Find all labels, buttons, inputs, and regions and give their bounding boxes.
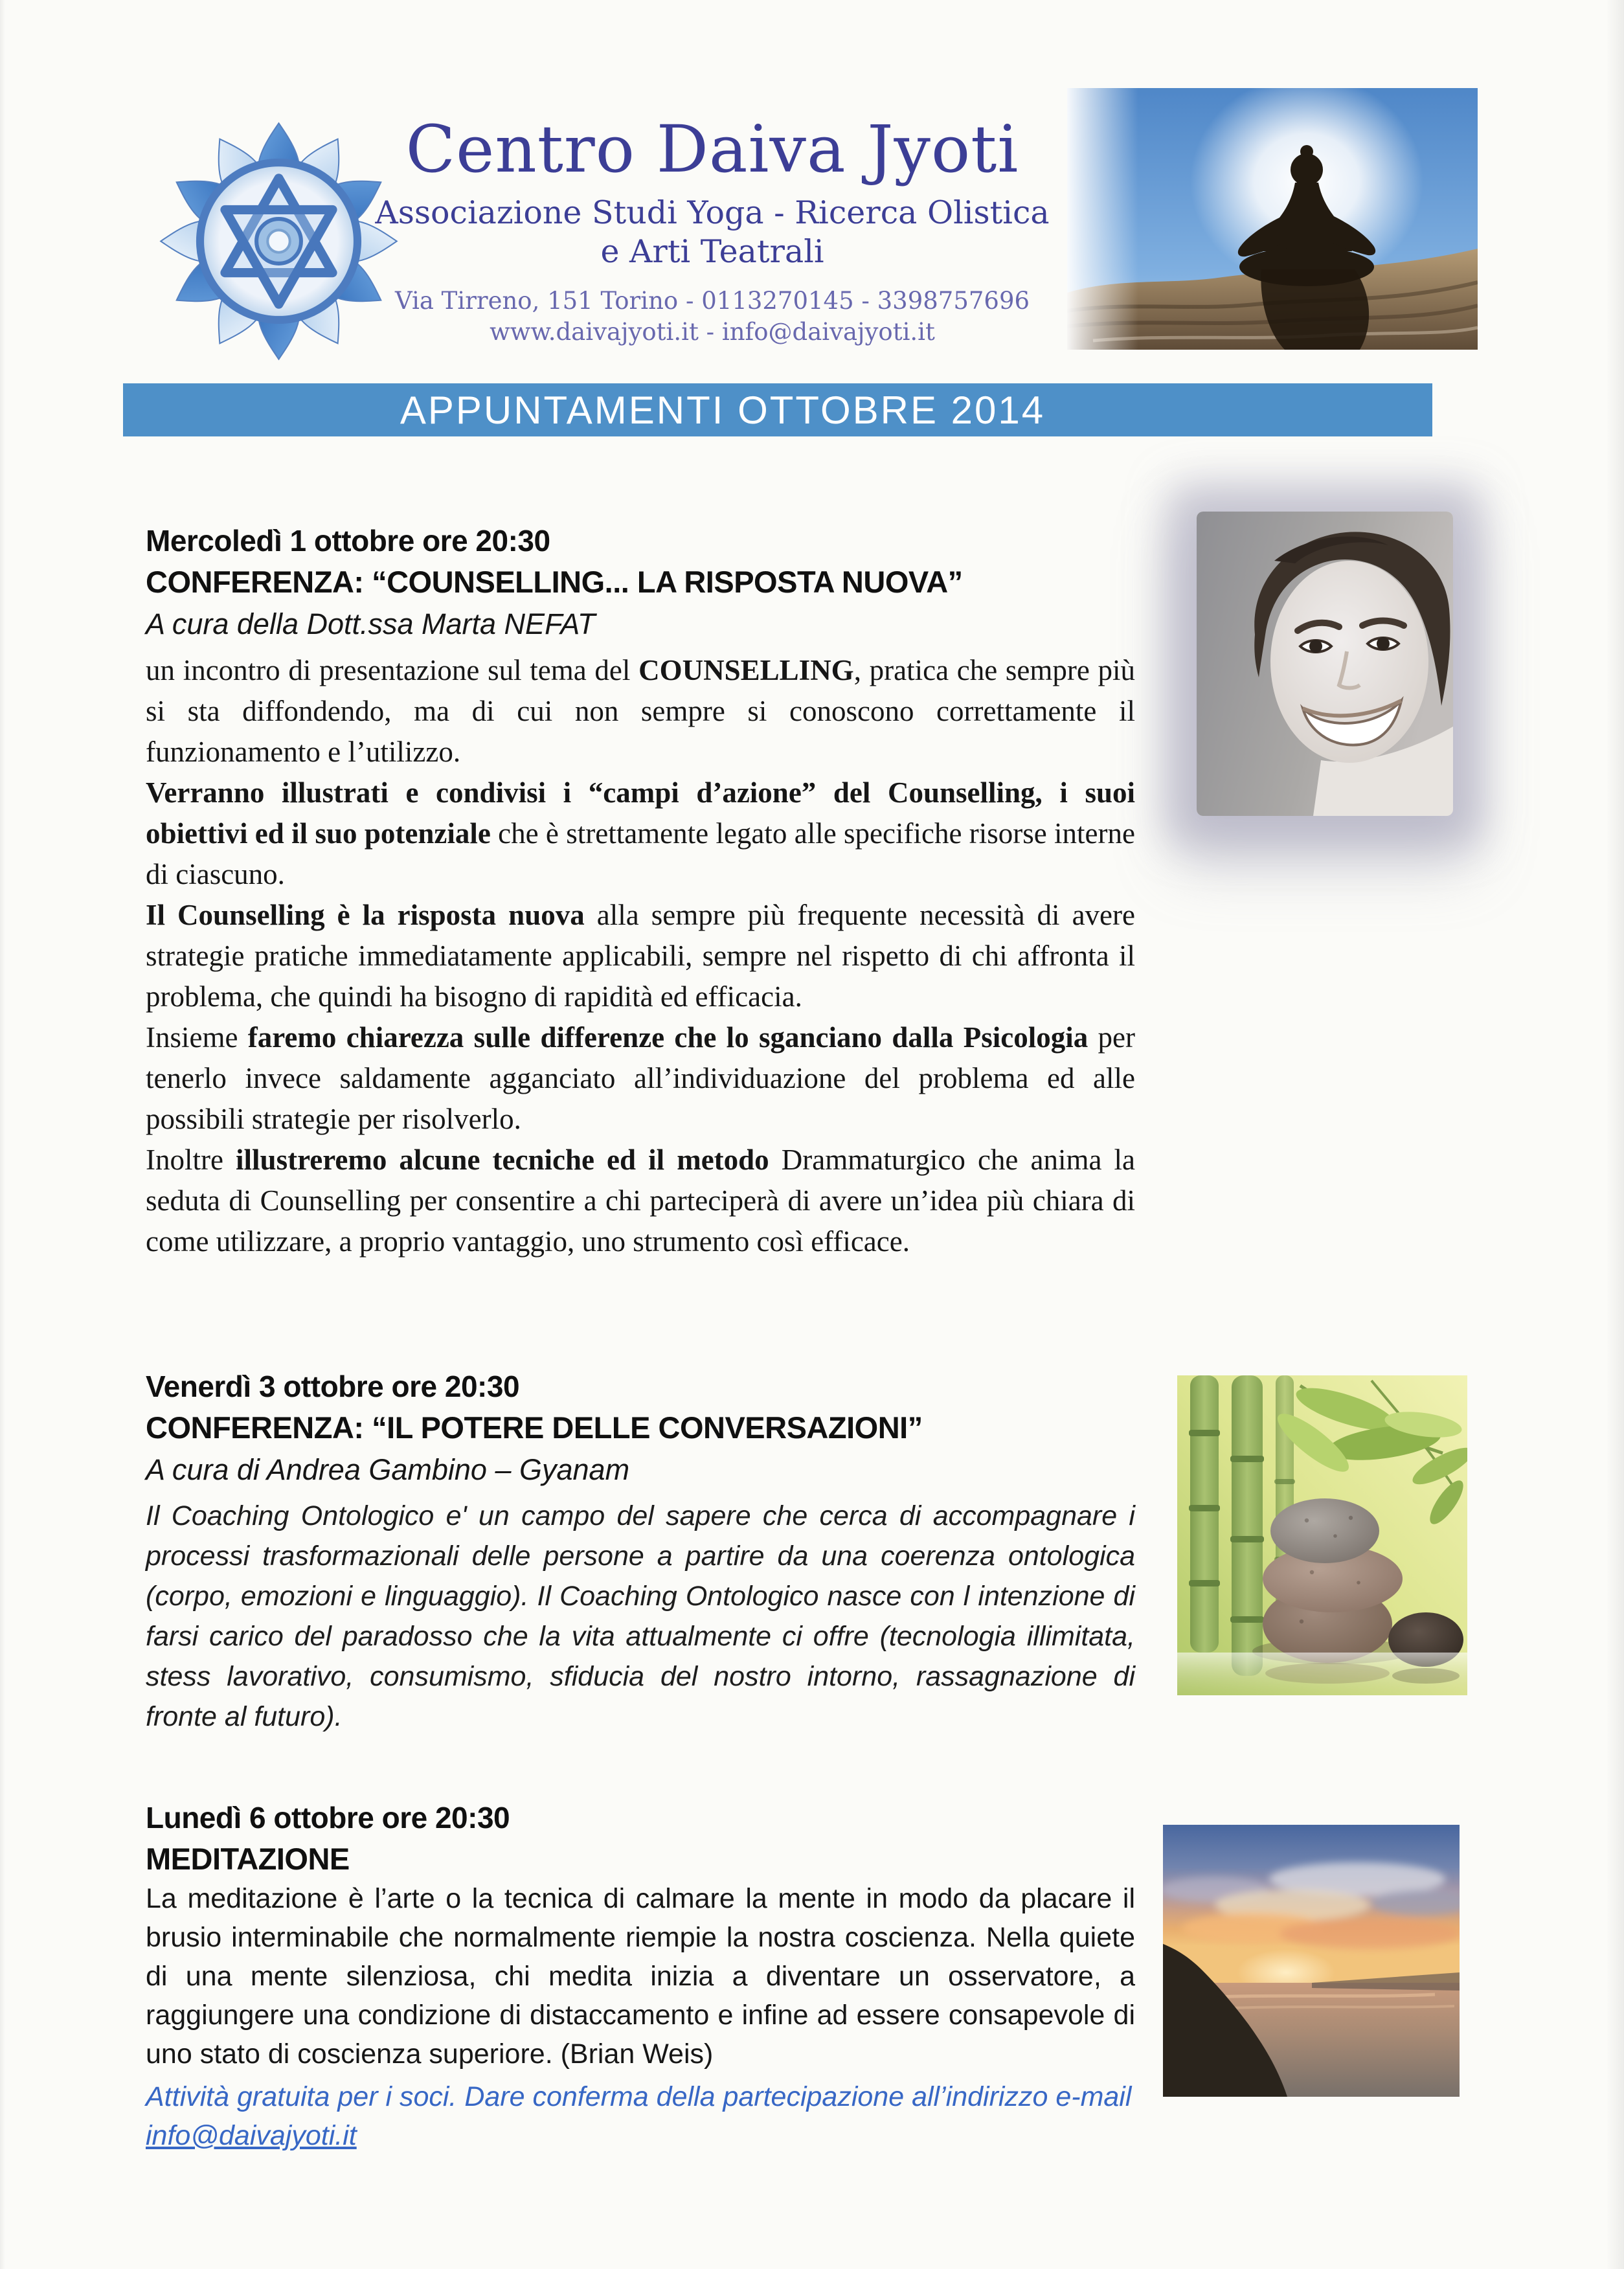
event-curator: A cura di Andrea Gambino – Gyanam xyxy=(146,1453,630,1486)
text-run: un incontro di presentazione sul tema del xyxy=(146,654,639,686)
portrait-photo xyxy=(1197,512,1453,816)
text-run: Il Counselling è la risposta nuova xyxy=(146,899,597,931)
text-run: La meditazione è l’arte o la tecnica di calmare la mente in modo da placare il brusio interminabile che normalmente riempie la nostra coscienza. Nella quiete di una mente silenziosa, chi medita inizia a diventare un osservatore, a raggiungere una condizione di distaccamento e infine ad essere consapevole di uno stato di coscienza superiore. (Brian Weis) xyxy=(146,1883,1135,2070)
text-run: Il Coaching Ontologico e' un campo del sapere che cerca di accompagnare i processi trasformazionali delle persone a partire da una coerenza ontologica (corpo, emozioni e linguaggio). Il Coaching Ontologico nasce con l intenzione di farsi carico del paradosso che la vita attualmente ci offre (tecnologia illimitata, stess lavorativo, consumismo, sfiducia del nostro intorno, rassagnazione di fronte al futuro). xyxy=(146,1500,1135,1732)
meditation-silhouette-photo xyxy=(1067,88,1478,350)
scan-edge-right xyxy=(1606,0,1624,2269)
text-run: Attività gratuita per i soci. Dare conferma della partecipazione all’indirizzo e-mail xyxy=(146,2081,1132,2112)
text-run: illustreremo alcune tecniche ed il metodo xyxy=(236,1144,782,1176)
banner-appointments xyxy=(123,383,1432,436)
text-run: COUNSELLING xyxy=(638,654,854,686)
paragraph xyxy=(146,895,1135,1017)
email-link[interactable]: info@daivajyoti.it xyxy=(146,2120,357,2151)
event-description xyxy=(146,1879,1135,2073)
paragraph xyxy=(146,1496,1135,1737)
paragraph xyxy=(146,1879,1135,2073)
text-run: Verranno illustrati e condivisi i “campi d’azione” del Counselling, i suoi obiettivi ed il suo potenziale xyxy=(146,776,1135,850)
paragraph xyxy=(146,773,1135,895)
text-run: Inoltre xyxy=(146,1144,236,1176)
text-run: per tenerlo invece saldamente agganciato all’individuazione del problema ed alle possibili strategie per risolverlo. xyxy=(146,1021,1136,1135)
event-curator: A cura della Dott.ssa Marta NEFAT xyxy=(146,607,596,640)
org-contacts: www.daivajyoti.it - info@daivajyoti.it xyxy=(490,318,935,346)
org-subtitle: Associazione Studi Yoga - Ricerca Olistica xyxy=(375,194,1050,231)
event-description xyxy=(146,1496,1135,1737)
zen-stones-bamboo-photo xyxy=(1177,1375,1467,1695)
sunset-sea-photo xyxy=(1163,1825,1460,2097)
paragraph xyxy=(146,1017,1135,1140)
text-run: che è strettamente legato alle specifiche risorse interne di ciascuno. xyxy=(146,817,1135,890)
event-title: CONFERENZA: “IL POTERE DELLE CONVERSAZIONI” xyxy=(146,1410,923,1445)
event-description xyxy=(146,650,1135,1262)
text-run: faremo chiarezza sulle differenze che lo sganciano dalla Psicologia xyxy=(247,1021,1098,1054)
paragraph xyxy=(146,650,1135,773)
event-date: Venerdì 3 ottobre ore 20:30 xyxy=(146,1370,520,1403)
scan-edge-left xyxy=(0,0,5,2269)
org-title: Centro Daiva Jyoti xyxy=(405,111,1019,187)
banner-label: APPUNTAMENTI OTTOBRE 2014 xyxy=(400,389,1046,432)
header xyxy=(363,111,1062,347)
event-title: MEDITAZIONE xyxy=(146,1842,350,1876)
text-run: alla sempre più frequente necessità di avere strategie pratiche immediatamente applicabili, sempre nel rispetto di chi affronta il problema, che quindi ha bisogno di rapidità ed efficacia. xyxy=(146,899,1135,1013)
paragraph xyxy=(146,1140,1135,1262)
section-conference-counselling xyxy=(146,522,1135,1262)
org-subtitle-2: e Arti Teatrali xyxy=(600,233,824,270)
text-run: , pratica che sempre più si sta diffondendo, ma di cui non sempre si conoscono correttamente il funzionamento e l’utilizzo. xyxy=(146,654,1135,768)
event-date: Lunedì 6 ottobre ore 20:30 xyxy=(146,1801,510,1834)
text-run: Insieme xyxy=(146,1021,248,1054)
text-run: Drammaturgico che anima la seduta di Counselling per consentire a chi parteciperà di avere un’idea più chiara di come utilizzare, a proprio vantaggio, uno strumento così efficace. xyxy=(146,1144,1136,1258)
event-title: CONFERENZA: “COUNSELLING... LA RISPOSTA NUOVA” xyxy=(146,565,963,599)
participation-note xyxy=(146,2077,1135,2155)
section-conference-conversazioni xyxy=(146,1368,1135,1737)
org-address: Via Tirreno, 151 Torino - 0113270145 - 3398757696 xyxy=(394,287,1030,315)
section-meditazione xyxy=(146,1799,1135,2155)
event-date: Mercoledì 1 ottobre ore 20:30 xyxy=(146,524,550,558)
